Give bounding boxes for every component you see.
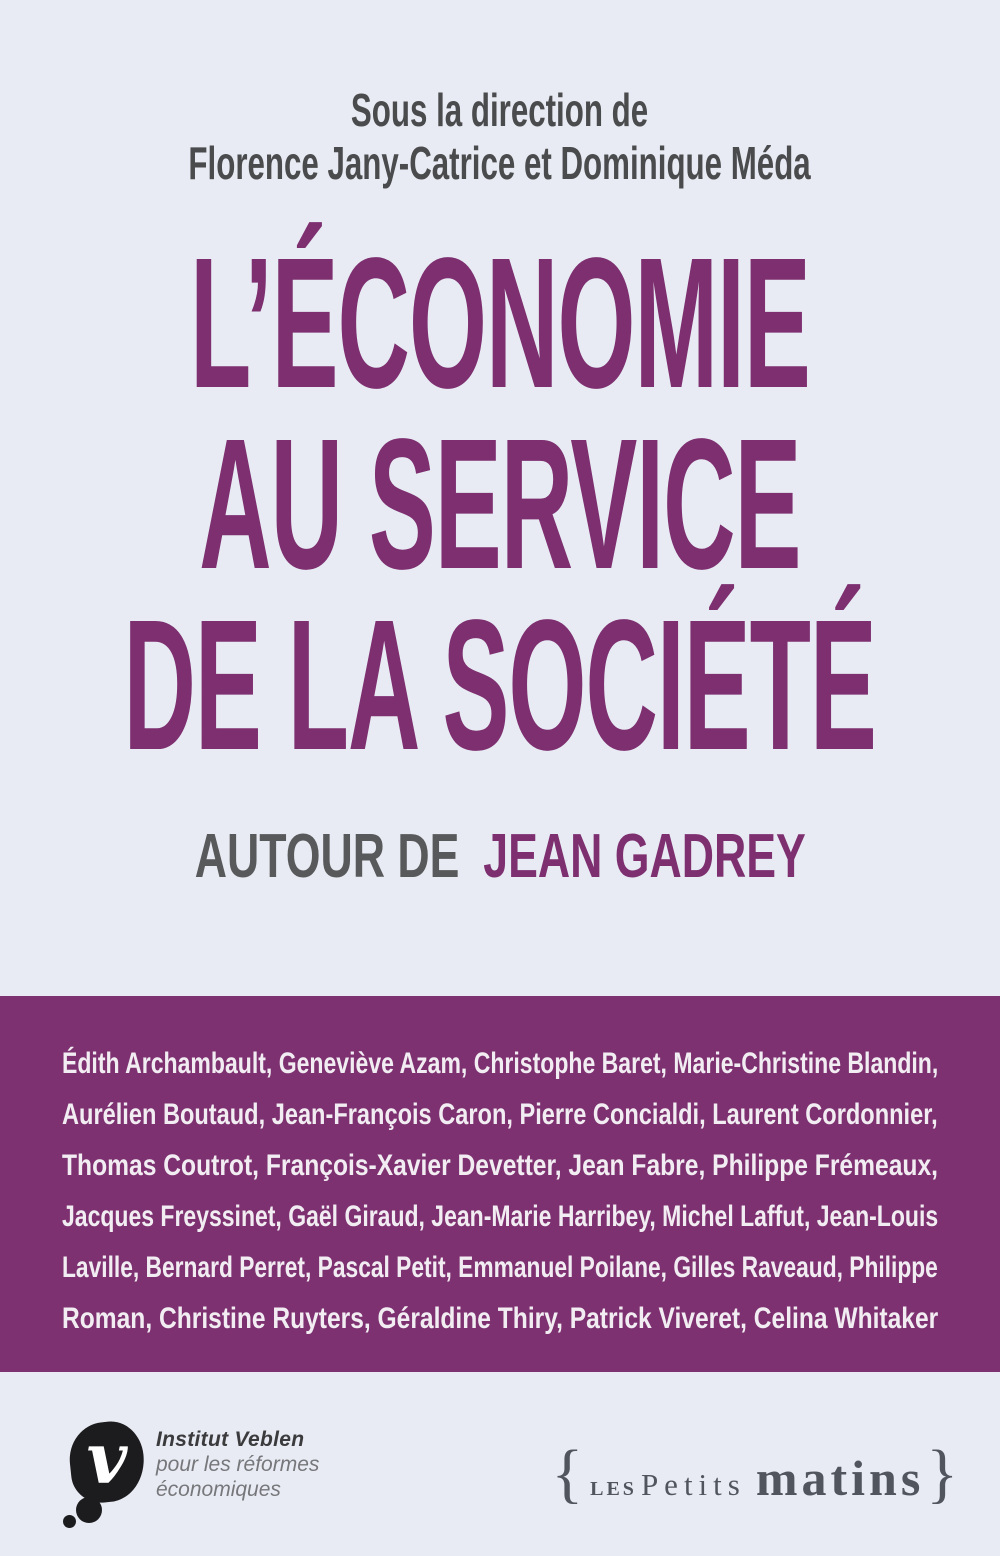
les-petits-matins-logo xyxy=(551,1437,958,1510)
contributor-line-1-text: Édith Archambault, Geneviève Azam, Christophe Baret, Marie-Christine Blandin, xyxy=(62,1047,939,1080)
petits-matins-matins: matins xyxy=(755,1450,925,1506)
contributor-line-4-text: Jacques Freyssinet, Gaël Giraud, Jean-Marie Harribey, Michel Laffut, Jean-Louis xyxy=(62,1200,939,1233)
contributor-line-6-text: Roman, Christine Ruyters, Géraldine Thiry, Patrick Viveret, Celina Whitaker xyxy=(62,1302,939,1335)
veblen-bubble-tail-icon xyxy=(76,1497,102,1523)
contributor-line xyxy=(62,1038,938,1089)
veblen-tagline-line-2: économiques xyxy=(156,1478,281,1501)
title-line-1-text: L’ÉCONOMIE xyxy=(190,220,810,427)
veblen-text xyxy=(156,1427,319,1502)
author-credit-line-2 xyxy=(0,137,1000,190)
petits-matins-les: LES xyxy=(590,1478,637,1500)
veblen-name: Institut Veblen xyxy=(156,1428,305,1451)
veblen-v-icon: v xyxy=(86,1417,128,1500)
title-line-3 xyxy=(0,582,1000,789)
contributor-line-3-text: Thomas Coutrot, François-Xavier Devetter, Jean Fabre, Philippe Frémeaux, xyxy=(62,1149,938,1182)
contributor-line-2-text: Aurélien Boutaud, Jean-François Caron, Pierre Concialdi, Laurent Cordonnier, xyxy=(62,1098,938,1131)
title-line-3-text: DE LA SOCIÉTÉ xyxy=(123,582,877,789)
close-brace-icon: } xyxy=(926,1437,958,1510)
contributor-line xyxy=(62,1242,938,1293)
subtitle xyxy=(0,822,1000,891)
contributor-line xyxy=(62,1191,938,1242)
contributor-line xyxy=(62,1089,938,1140)
direction-label: Sous la direction de xyxy=(351,84,649,136)
veblen-tagline-line-1: pour les réformes xyxy=(156,1453,320,1476)
author-credit-line-1 xyxy=(0,84,1000,137)
subtitle-prefix: AUTOUR DE xyxy=(194,822,460,891)
author-credit xyxy=(0,84,1000,190)
contributors-band xyxy=(0,996,1000,1372)
contributor-line xyxy=(62,1293,938,1344)
petits-matins-petits: Petits xyxy=(640,1467,746,1502)
title-line-2-text: AU SERVICE xyxy=(199,401,801,608)
book-title xyxy=(0,220,1000,789)
title-line-2 xyxy=(0,401,1000,608)
contributor-line xyxy=(62,1140,938,1191)
institut-veblen-logo xyxy=(63,1415,463,1540)
open-brace-icon: { xyxy=(551,1437,584,1510)
veblen-bubble-dot-icon xyxy=(63,1515,76,1528)
contributor-line-5-text: Laville, Bernard Perret, Pascal Petit, Emmanuel Poilane, Gilles Raveaud, Philippe xyxy=(62,1251,938,1284)
subtitle-author-name: JEAN GADREY xyxy=(482,822,806,891)
editors-names: Florence Jany-Catrice et Dominique Méda xyxy=(188,137,812,189)
title-line-1 xyxy=(0,220,1000,427)
